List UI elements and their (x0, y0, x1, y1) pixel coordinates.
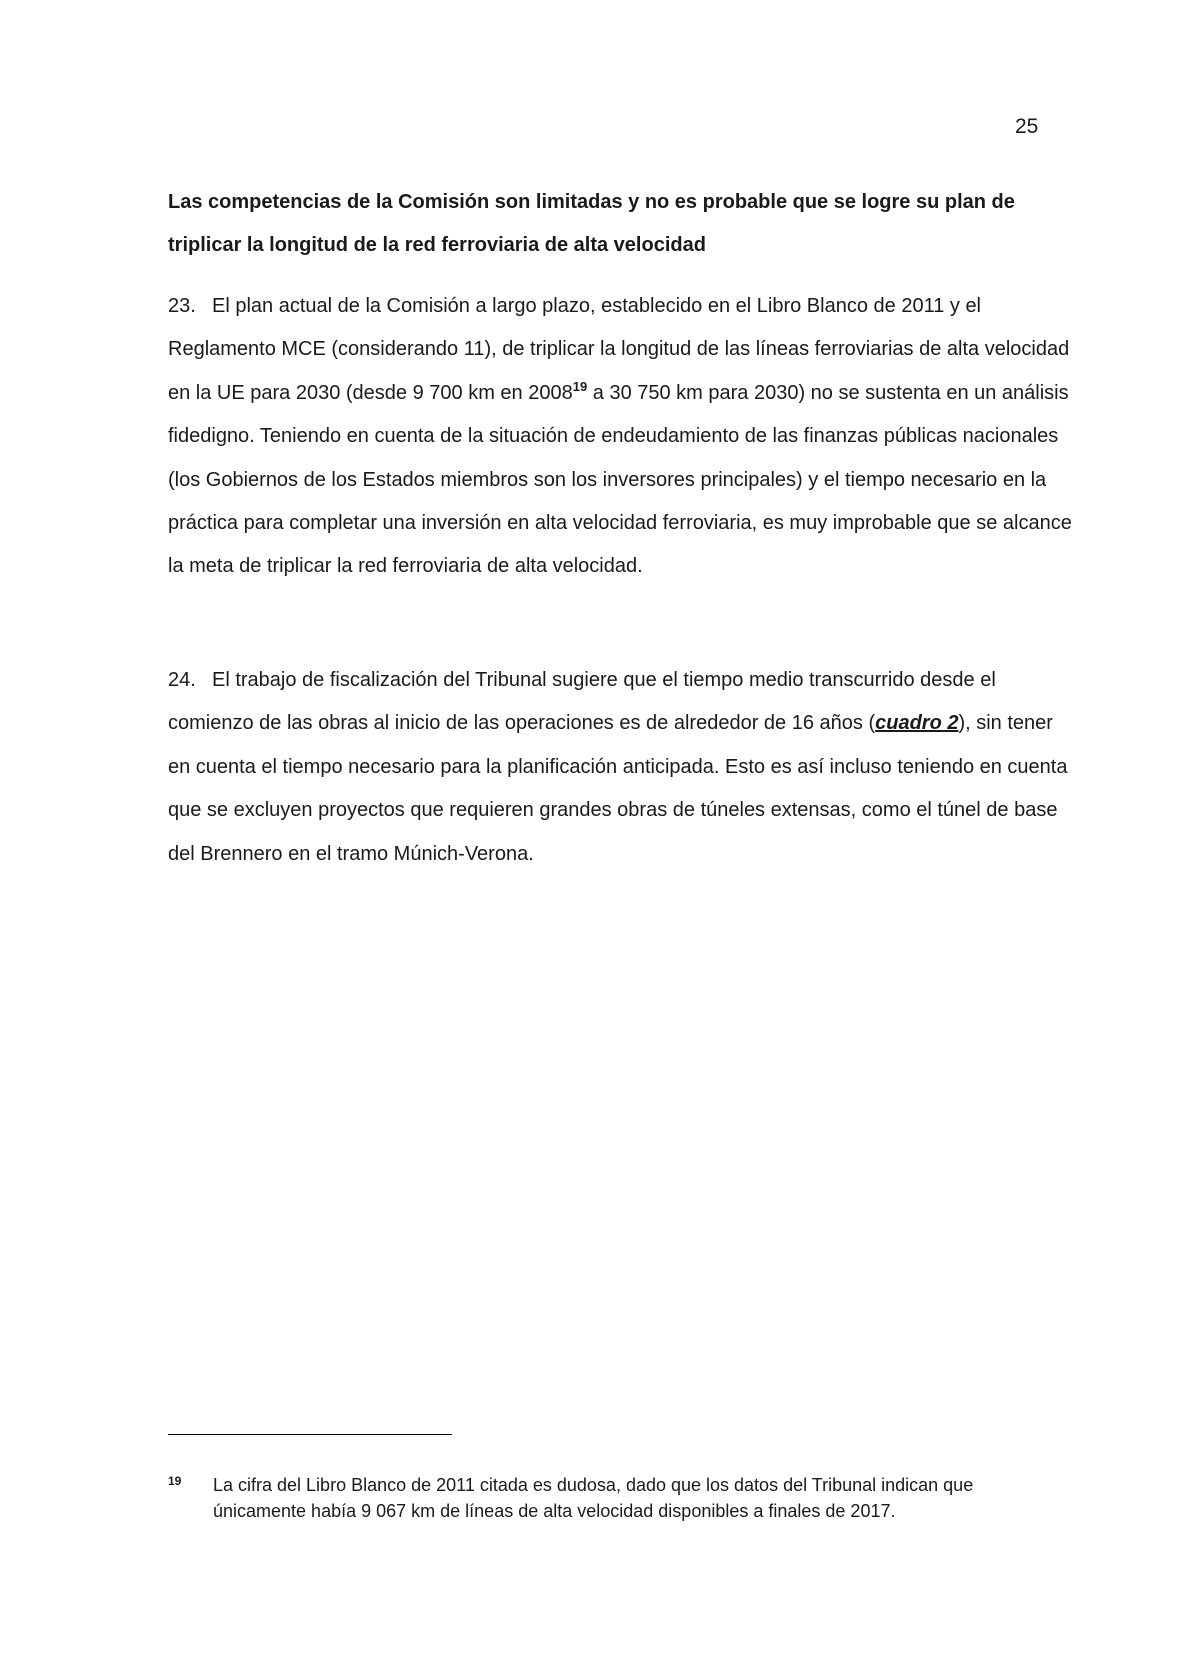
paragraph-text: El trabajo de fiscalización del Tribunal sugiere que el tiempo medio transcurrido desde el comienzo de las obras al inicio de las operaciones es de alrededor de 16 años ( (168, 669, 996, 735)
footnote-reference[interactable]: 19 (572, 378, 588, 394)
paragraph-text: ), sin tener en cuenta el tiempo necesario para la planificación anticipada. Esto es así incluso teniendo en cuenta que se excluyen proyectos que requieren grandes obras de túneles extensas, como el túnel de base del Brennero en el tramo Múnich-Verona. (168, 712, 1068, 865)
footnote-separator (168, 1434, 452, 1435)
footnote (168, 1472, 1068, 1524)
footnote-marker: 19 (168, 1474, 182, 1488)
paragraph-text: El plan actual de la Comisión a largo plazo, establecido en el Libro Blanco de 2011 y el Reglamento MCE (considerando 11), de triplicar la longitud de las líneas ferroviarias de alta velocidad en la UE para 2030 (desde 9 700 km en 2008 (168, 295, 1070, 404)
paragraph-number: 23. (168, 295, 196, 317)
paragraph-23 (168, 285, 1078, 589)
paragraph-number: 24. (168, 669, 196, 691)
paragraph-text: a 30 750 km para 2030) no se sustenta en un análisis fidedigno. Teniendo en cuenta de la situación de endeudamiento de las finanzas públicas nacionales (los Gobiernos de los Estados miembros son los inversores principales) y el tiempo necesario en la práctica para completar una inversión en alta velocidad ferroviaria, es muy improbable que se alcance la meta de triplicar la red ferroviaria de alta velocidad. (168, 381, 1072, 578)
section-heading: Las competencias de la Comisión son limitadas y no es probable que se logre su plan de triplicar la longitud de la red ferroviaria de alta velocidad (168, 191, 1015, 256)
page-number: 25 (1015, 115, 1039, 138)
paragraph-24 (168, 659, 1078, 876)
footnote-text: La cifra del Libro Blanco de 2011 citada es dudosa, dado que los datos del Tribunal indican que únicamente había 9 067 km de líneas de alta velocidad disponibles a finales de 2017. (213, 1475, 974, 1521)
cross-reference-link[interactable]: cuadro 2 (875, 712, 959, 735)
